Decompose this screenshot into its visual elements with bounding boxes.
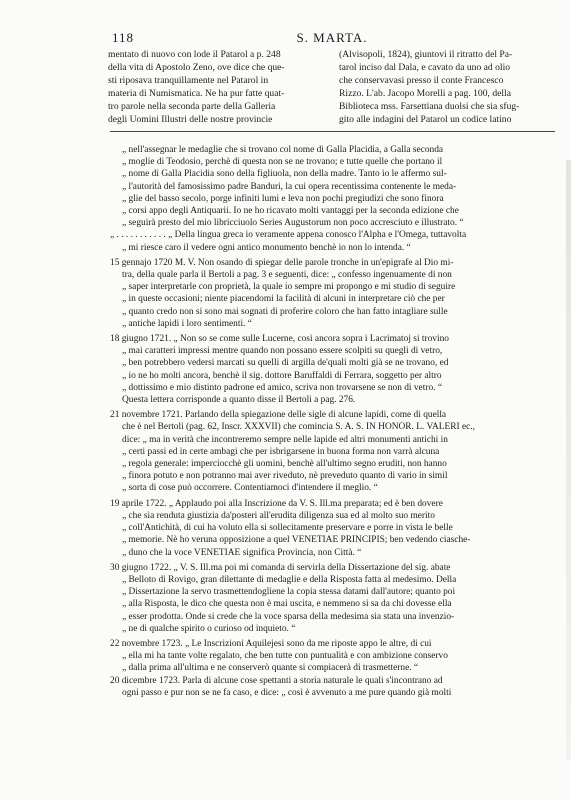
text-line: „ io ne ho molti ancora, benchè il sig. dottore Baruffaldi di Ferrara, soggetto per altro xyxy=(122,370,442,381)
text-line: 18 giugno 1721. „ Non so se come sulle Lucerne, così ancora sopra i Lacrimatoj si trovino xyxy=(110,334,449,345)
left-column xyxy=(108,48,325,126)
text-line: „ in queste occasioni; niente piacendomi la facilità di alcuni in interpretare ciò che per xyxy=(122,294,445,305)
text-line: „ ella mi ha tante volte regalato, che ben tutte con puntualità e con ambizione conservo xyxy=(122,651,448,662)
footnote-columns xyxy=(108,48,556,130)
text-line: 19 aprile 1722. „ Applaudo poi alla Inscrizione da V. S. Ill.ma preparata; ed è ben dovere xyxy=(110,498,443,509)
column-line: tro parole nella seconda parte della Galleria xyxy=(108,101,276,112)
column-line: della vita di Apostolo Zeno, ove dice che que- xyxy=(108,62,285,73)
body-text xyxy=(110,144,560,699)
text-line: „ Dissertazione la servo trasmettendogliene la copia stessa datami dall'autore; quanto poi xyxy=(122,587,456,598)
text-line: „ ben potrebbero vedersi marcati su quelli di argilla de'quali molti già se ne trovano, ed xyxy=(122,358,449,369)
column-line: gito alle indagini del Patarol un codice latino xyxy=(339,114,512,125)
text-line: „ mai caratteri impressi mentre quando non possano essere scolpiti su quegli di vetro, xyxy=(122,346,443,357)
right-column xyxy=(339,48,556,126)
text-line: ogni passo e pur non se ne fa caso, e dice: „ così è avvenuto a me pure quando già molti xyxy=(122,687,452,698)
text-line: „ saper interpretarle con proprietà, la quale io sempre mi propongo e mi studio di seguire xyxy=(122,282,456,293)
text-line: 20 dicembre 1723. Parla di alcune cose spettanti a storia naturale le quali s'incontrano ad xyxy=(110,675,443,686)
text-line: 30 giugno 1722. „ V. S. Ill.ma poi mi comanda di servirla della Dissertazione del sig. abate xyxy=(110,562,451,573)
text-line: 15 gennajo 1720 M. V. Non osando di spiegar delle parole tronche in un'epigrafe al Dio mi- xyxy=(110,257,454,268)
text-line: „ Belloto di Rovigo, gran dilettante di medaglie e della Risposta fatta al medesimo. Della xyxy=(122,574,457,585)
text-line: „ dalla prima all'ultima e ne conserverò quante si compiacerà di trasmetterne. “ xyxy=(122,663,419,674)
page-edge-shadow xyxy=(566,160,571,760)
text-line: „ sorta di cose può occorrere. Contentiamoci d'intendere il meglio. “ xyxy=(122,483,378,494)
column-line: degli Uomini Illustri delle nostre provincie xyxy=(108,114,273,125)
text-line: „ mi riesce caro il vedere ogni antico monumento benchè io non lo intenda. “ xyxy=(122,242,411,253)
text-line: tra, della quale parla il Bertoli a pag. 3 e seguenti, dice: „ confesso ingenuamente di non xyxy=(122,270,452,281)
text-line: „ moglie di Teodosio, perchè di questa non se ne trovano; e tutte quelle che portano il xyxy=(122,157,443,168)
text-line: „ quanto credo non si sono mai sognati di proferire coloro che han fatto intagliare sulle xyxy=(122,306,448,317)
text-line: „ duno che la voce VENETIAE significa Provincia, non Città. “ xyxy=(122,547,362,558)
text-line: „ regola generale: imperciocchè gli uomini, benchè all'ultimo segno eruditi, non hanno xyxy=(122,459,447,470)
column-line: tarol inciso dal Dala, e cavato da uno ad olio xyxy=(339,62,511,73)
text-line: che è nel Bertoli (pag. 62, Inscr. XXXVII) che comincia S. A. S. IN HONOR. L. VALERI ec., xyxy=(122,422,475,433)
text-line: „ glie del basso secolo, porge infiniti lumi e leva non pochi pregiudizi che sono finora xyxy=(122,193,444,204)
column-line: (Alvisopoli, 1824), giuntovi il ritratto del Pa- xyxy=(339,49,513,60)
text-line: „ nell'assegnar le medaglie che si trovano col nome di Galla Placidia, a Galla seconda xyxy=(122,145,444,155)
text-line: „ l'autorità del famosissimo padre Banduri, la cui opera recentissima contenente le meda- xyxy=(122,181,457,192)
column-line: Rizzo. L'ab. Jacopo Morelli a pag. 100, della xyxy=(339,88,511,99)
column-line: sti riposava tranquillamente nel Patarol in xyxy=(108,75,269,86)
text-line: „ alla Risposta, le dico che questa non è mai uscita, e nemmeno si sa da chi dovesse ella xyxy=(122,599,452,610)
column-line: Biblioteca mss. Farsettiana duolsi che sia sfug- xyxy=(339,101,520,112)
text-line: „ finora potuto e non potranno mai aver riveduto, nè preveduto quanto di vario in simil xyxy=(122,471,448,482)
text-line: „ nome di Galla Placidia sono della figliuola, non della madre. Tanto io le affermo sul- xyxy=(122,169,447,180)
text-line: „ antiche lapidi i loro sentimenti. “ xyxy=(122,318,252,329)
separator-rule xyxy=(110,131,555,132)
text-line: „ coll'Antichità, di cui ha voluto ella si sollecitamente preservare e porre in vista le belle xyxy=(122,523,453,534)
running-title: S. MARTA. xyxy=(296,30,368,45)
text-line: „ . . . . . . . . . . . „ Della lingua greca io veramente appena conosco l'Alpha e l'Omega, tuttavolta xyxy=(110,230,467,241)
text-line: dice: „ ma in verità che incontreremo sempre nelle lapide ed altri monumenti antichi in xyxy=(122,434,448,445)
text-line: „ dottissimo e mio distinto padrone ed amico, scriva non trovarsene se non di vetro. “ xyxy=(122,382,442,393)
text-line: „ ne di qualche spirito o curioso od inquieto. “ xyxy=(122,623,296,634)
text-line: „ certi passi ed in certe ambagi che per isbrigarsene in buona forma non varrà alcuna xyxy=(122,446,440,457)
text-line: „ corsi appo degli Antiquarii. Io ne ho ricavato molti vantaggi per la seconda edizione che xyxy=(122,206,459,217)
page-header xyxy=(112,30,552,46)
text-line: 21 novembre 1721. Parlando della spiegazione delle sigle di alcune lapidi, come di quella xyxy=(110,410,447,421)
text-line: „ memorie. Nè ho veruna opposizione a quel VENETIAE PRINCIPIS; ben vedendo ciasche- xyxy=(122,535,471,546)
page-number: 118 xyxy=(112,30,135,45)
column-line: mentato di nuovo con lode il Patarol a p. 248 xyxy=(108,49,281,60)
text-line: Questa lettera corrisponde a quanto disse il Bertoli a pag. 276. xyxy=(122,395,356,406)
column-line: che conservavasi presso il conte Francesco xyxy=(339,75,504,86)
text-line: „ seguirà presto del mio libricciuolo Series Augustorum non poco accresciuto e illustrato. “ xyxy=(122,218,464,229)
text-line: „ esser prodotta. Onde si crede che la voce sparsa della medesima sia stata una invenzio- xyxy=(122,611,455,622)
column-line: materia di Numismatica. Ne ha pur fatte quat- xyxy=(108,88,285,99)
text-line: „ che sia renduta giustizia da'posteri all'erudita diligenza sua ed al molto suo merito xyxy=(122,510,435,521)
text-line: 22 novembre 1723. „ Le Inscrizioni Aquilejesi sono da me riposte appo le altre, di cui xyxy=(110,638,432,649)
